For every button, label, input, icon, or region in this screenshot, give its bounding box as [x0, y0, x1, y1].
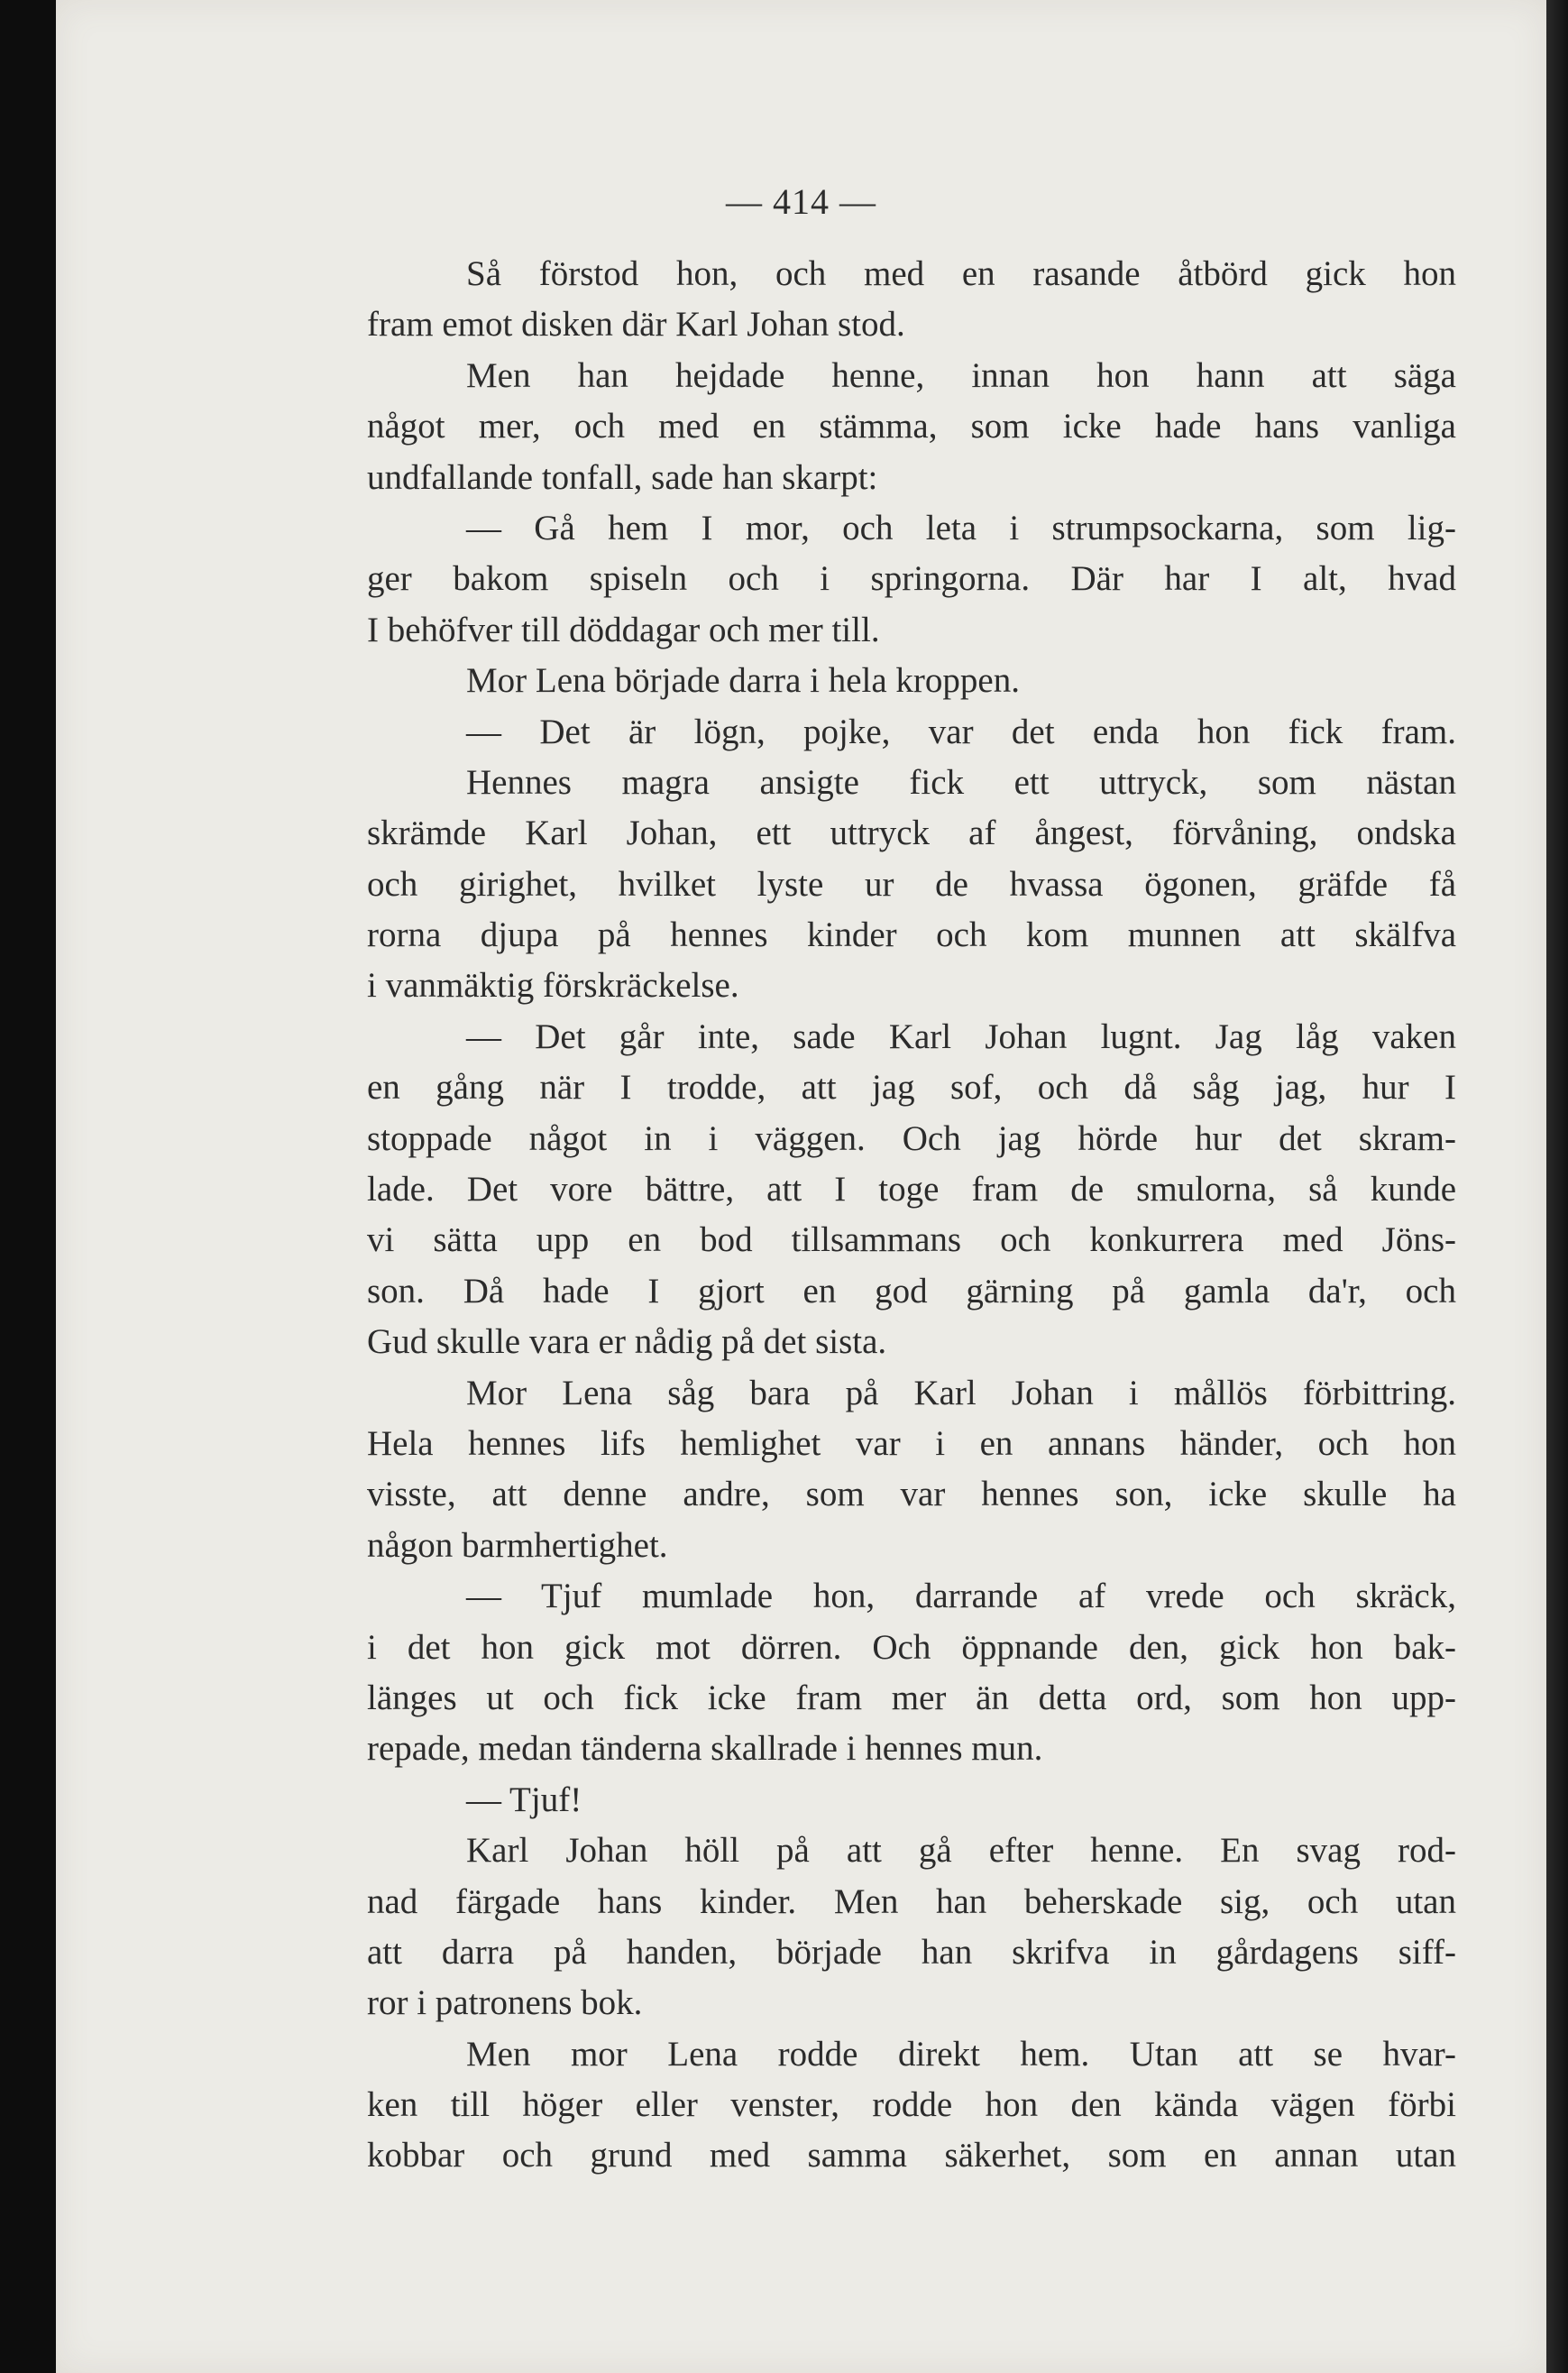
text-line: — Det går inte, sade Karl Johan lugnt. Jag låg vaken: [466, 1016, 1456, 1056]
body-text: [367, 249, 1456, 2182]
text-line: ror i patronens bok.: [367, 1983, 643, 2023]
text-line: att darra på handen, började han skrifva in gårdagens siff-: [367, 1932, 1456, 1972]
text-line: undfallande tonfall, sade han skarpt:: [367, 457, 878, 497]
text-line: — Det är lögn, pojke, var det enda hon fick fram.: [466, 712, 1456, 751]
text-line: någon barmhertighet.: [367, 1525, 668, 1565]
text-line: Så förstod hon, och med en rasande åtbörd gick hon: [466, 254, 1456, 293]
text-line: rorna djupa på hennes kinder och kom munnen att skälfva: [367, 915, 1456, 955]
text-line: Men mor Lena rodde direkt hem. Utan att se hvar-: [466, 2034, 1456, 2074]
book-page: [56, 0, 1546, 2373]
text-line: Hela hennes lifs hemlighet var i en annans händer, och hon: [367, 1423, 1456, 1463]
text-line: en gång när I trodde, att jag sof, och då såg jag, hur I: [367, 1068, 1456, 1108]
text-line: stoppade något in i väggen. Och jag hörde hur det skram-: [367, 1118, 1456, 1158]
scan-border-left: [0, 0, 56, 2373]
text-line: i det hon gick mot dörren. Och öppnande den, gick hon bak-: [367, 1627, 1456, 1667]
text-line: lade. Det vore bättre, att I toge fram de smulorna, så kunde: [367, 1170, 1456, 1209]
text-line: kobbar och grund med samma säkerhet, som en annan utan: [367, 2136, 1456, 2175]
text-line: Gud skulle vara er nådig på det sista.: [367, 1322, 887, 1362]
text-line: — Tjuf!: [466, 1780, 582, 1819]
text-line: Hennes magra ansigte fick ett uttryck, som nästan: [466, 762, 1456, 802]
text-line: Mor Lena såg bara på Karl Johan i mållös förbittring.: [466, 1373, 1456, 1412]
page-number: — 414 —: [726, 181, 876, 222]
text-line: ger bakom spiseln och i springorna. Där har I alt, hvad: [367, 559, 1456, 599]
text-line: i vanmäktig förskräckelse.: [367, 966, 739, 1006]
text-line: fram emot disken där Karl Johan stod.: [367, 305, 905, 345]
text-line: — Gå hem I mor, och leta i strumpsockarna, som lig-: [466, 508, 1456, 547]
text-line: länges ut och fick icke fram mer än detta ord, som hon upp-: [367, 1678, 1456, 1717]
text-line: I behöfver till döddagar och mer till.: [367, 610, 880, 649]
text-line: Karl Johan höll på att gå efter henne. En svag rod-: [466, 1831, 1456, 1871]
text-line: Mor Lena började darra i hela kroppen.: [466, 661, 1020, 701]
text-line: repade, medan tänderna skallrade i hennes mun.: [367, 1729, 1043, 1769]
text-line: Men han hejdade henne, innan hon hann att säga: [466, 355, 1456, 395]
text-line: vi sätta upp en bod tillsammans och konkurrera med Jöns-: [367, 1220, 1456, 1260]
text-line: visste, att denne andre, som var hennes son, icke skulle ha: [367, 1475, 1456, 1514]
text-line: skrämde Karl Johan, ett uttryck af ångest, förvåning, ondska: [367, 814, 1456, 853]
text-line: något mer, och med en stämma, som icke hade hans vanliga: [367, 407, 1456, 446]
text-line: son. Då hade I gjort en god gärning på gamla da'r, och: [367, 1271, 1456, 1311]
text-line: — Tjuf mumlade hon, darrande af vrede och skräck,: [466, 1577, 1456, 1616]
scan-border-right: [1546, 0, 1568, 2373]
text-line: nad färgade hans kinder. Men han beherskade sig, och utan: [367, 1881, 1456, 1921]
text-line: ken till höger eller venster, rodde hon den kända vägen förbi: [367, 2085, 1456, 2125]
text-line: och girighet, hvilket lyste ur de hvassa ögonen, gräfde få: [367, 864, 1456, 904]
